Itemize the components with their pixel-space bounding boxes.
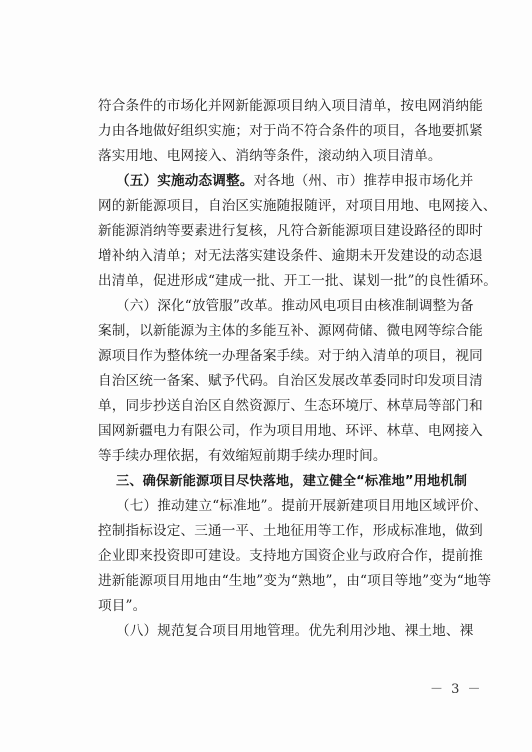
text-line: （七）推动建立“标准地”。提前开展新建项目用地区域评价、 (116, 498, 488, 514)
text-line: （六）深化“放管服”改革。推动风电项目由核准制调整为备 (116, 298, 474, 314)
text-line: 单，同步抄送自治区自然资源厅、生态环境厅、林草局等部门和 (98, 398, 483, 414)
text-line: 自治区统一备案、赋予代码。自治区发展改革委同时印发项目清 (98, 373, 483, 389)
text-line: 源项目作为整体统一办理备案手续。对于纳入清单的项目，视同 (98, 348, 483, 364)
text-line: 出清单，促进形成“建成一批、开工一批、谋划一批”的良性循环。 (98, 273, 498, 289)
text-line: 进新能源项目用地由“生地”变为“熟地”，由“项目等地”变为“地等 (98, 573, 492, 589)
text-run: 对各地（州、市）推荐申报市场化并 (253, 173, 474, 189)
text-line: 控制指标设定、三通一平、土地征用等工作，形成标准地，做到 (98, 523, 483, 539)
text-line: 新能源消纳等要素进行复核，凡符合新能源项目建设路径的即时 (98, 223, 483, 239)
body-text (98, 94, 498, 644)
text-line (98, 169, 476, 194)
page-number: － 3 － (430, 682, 483, 697)
subsection-heading: （五）实施动态调整。 (116, 173, 254, 189)
text-line: 网的新能源项目，自治区实施随报随评，对项目用地、电网接入、 (98, 198, 497, 214)
text-line: 增补纳入清单；对无法落实建设条件、逾期未开发建设的动态退 (98, 248, 483, 264)
text-line: 国网新疆电力有限公司，作为项目用地、环评、林草、电网接入 (98, 423, 483, 439)
text-line: 落实用地、电网接入、消纳等条件，滚动纳入项目清单。 (98, 148, 442, 164)
text-line: 项目”。 (98, 598, 147, 614)
text-line: 案制，以新能源为主体的多能互补、源网荷储、微电网等综合能 (98, 323, 483, 339)
text-line: （八）规范复合项目用地管理。优先利用沙地、裸土地、裸 (116, 623, 474, 639)
text-line: 等手续办理依据，有效缩短前期手续办理时间。 (98, 448, 387, 464)
text-line: 企业即来投资即可建设。支持地方国资企业与政府合作，提前推 (98, 548, 483, 564)
text-line: 力由各地做好组织实施；对于尚不符合条件的项目，各地要抓紧 (98, 123, 483, 139)
text-line: 符合条件的市场化并网新能源项目纳入项目清单，按电网消纳能 (98, 98, 483, 114)
section-heading: 三、确保新能源项目尽快落地，建立健全“标准地”用地机制 (116, 474, 468, 489)
